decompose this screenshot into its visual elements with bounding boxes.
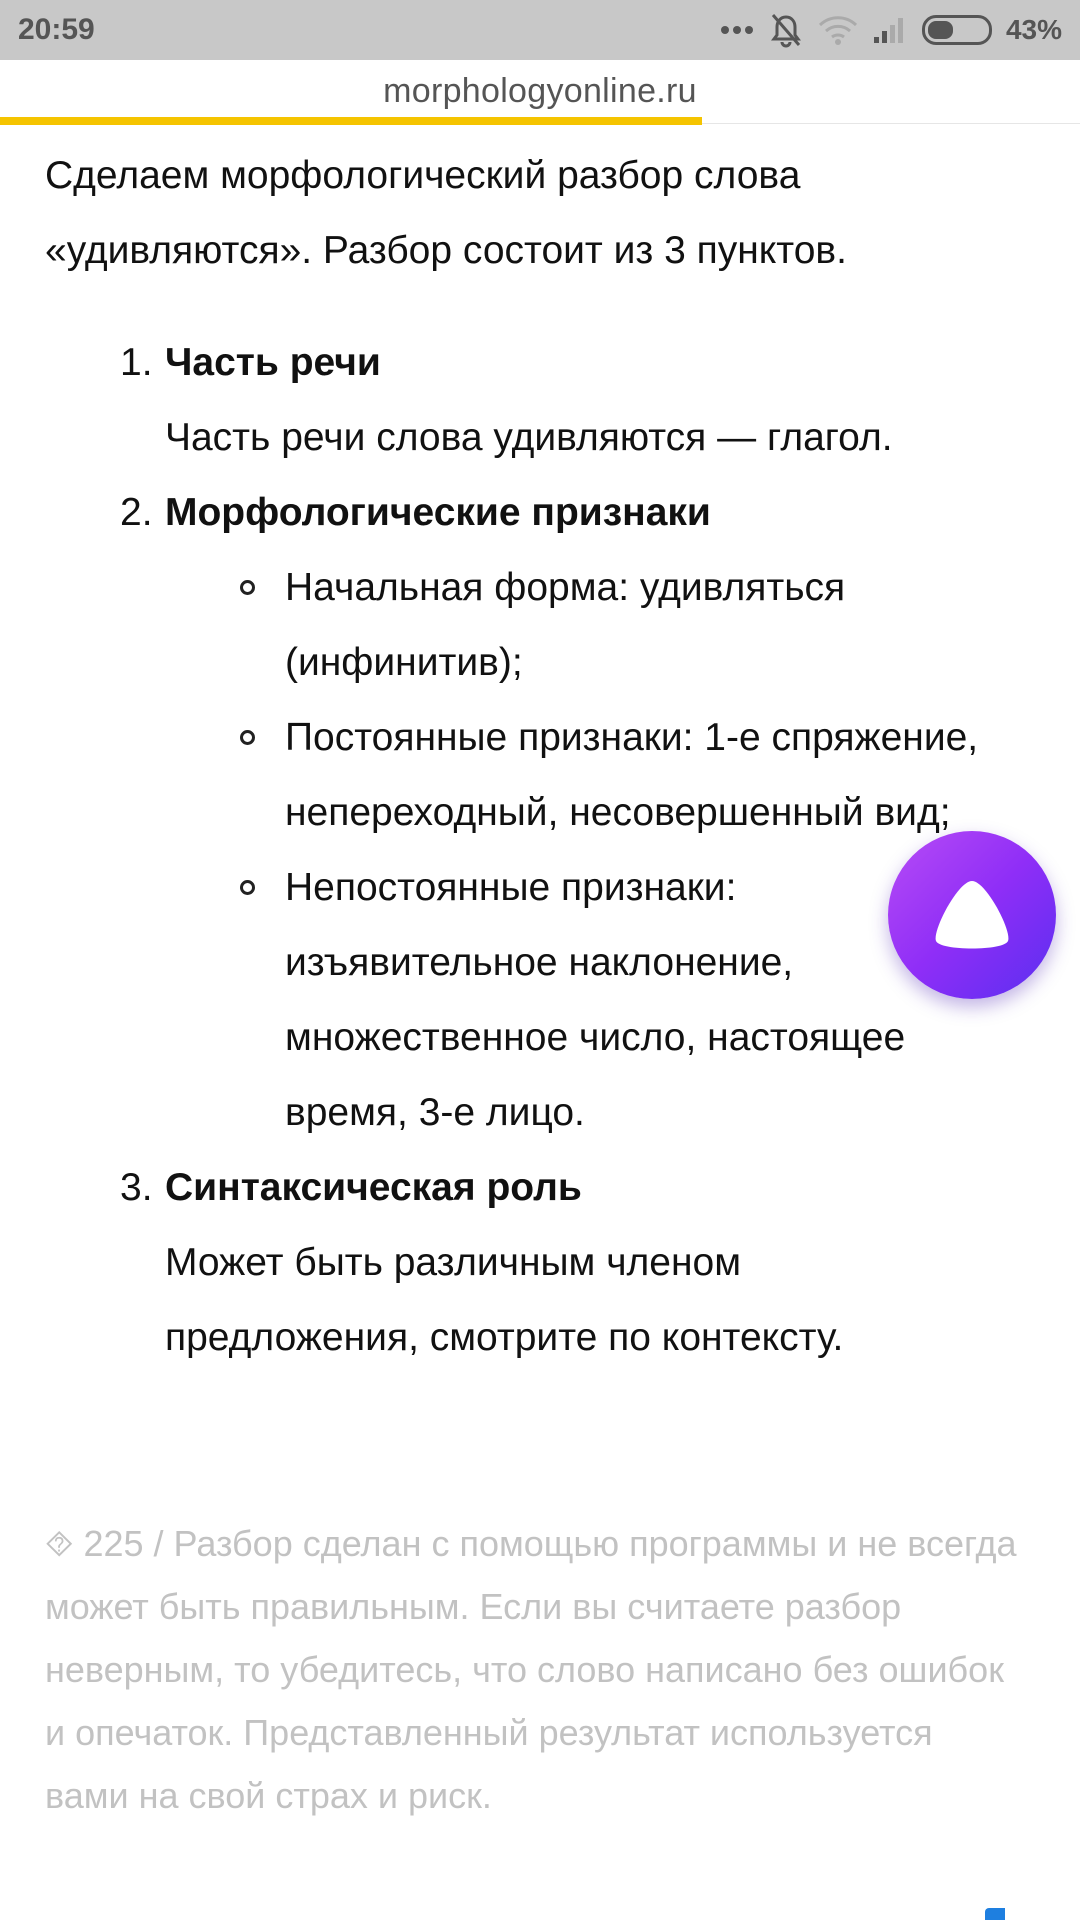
list-number: 2. — [120, 491, 153, 534]
bullet-icon — [240, 880, 255, 895]
intro-paragraph: Сделаем морфологический разбор слова «удивляются». Разбор состоит из 3 пунктов. — [45, 154, 847, 272]
status-icons — [720, 12, 1062, 48]
bullet-icon — [240, 730, 255, 745]
list-number: 1. — [120, 341, 153, 384]
sub-item-text: Непостоянные признаки: изъявительное наклонение, множественное число, настоящее время, 3-е лицо. — [285, 866, 906, 1134]
voice-assistant-button[interactable] — [888, 831, 1056, 999]
list-item-morphology — [0, 475, 1080, 1150]
status-bar — [0, 0, 1080, 60]
url-text[interactable]: morphologyonline.ru — [383, 72, 697, 110]
item-heading: Синтаксическая роль — [165, 1166, 582, 1209]
wifi-icon — [818, 14, 858, 46]
item-heading: Морфологические признаки — [165, 491, 711, 534]
address-bar[interactable] — [0, 60, 1080, 124]
alice-assistant-icon — [928, 875, 1016, 955]
item-text: Может быть различным членом предложения, смотрите по контексту. — [165, 1241, 844, 1359]
list-item-syntax-role — [0, 1150, 1080, 1375]
battery-percent: 43% — [1005, 14, 1062, 45]
more-dots-icon — [720, 25, 754, 35]
disclaimer-text: ⯑ 225 / Разбор сделан с помощью программы и не всегда может быть правильным. Если вы считаете разбор неверным, то убедитесь, что слово написано без ошибок и опечаток. Представленный результат используется вами на свой страх и риск. — [45, 1523, 1017, 1816]
battery-icon — [922, 15, 992, 45]
status-time: 20:59 — [18, 13, 95, 46]
link-fragment[interactable] — [985, 1908, 1005, 1920]
item-heading: Часть речи — [165, 341, 381, 384]
sub-item-initial-form — [285, 550, 1005, 700]
sub-item-text: Начальная форма: удивляться (инфинитив); — [285, 566, 846, 684]
next-paragraph-cut — [45, 1900, 1005, 1920]
signal-icon — [872, 15, 908, 45]
bullet-icon — [240, 580, 255, 595]
notifications-muted-icon — [768, 12, 804, 48]
item-text: Часть речи слова удивляются — глагол. — [165, 416, 893, 459]
sub-item-text: Постоянные признаки: 1-е спряжение, непереходный, несовершенный вид; — [285, 716, 979, 834]
list-number: 3. — [120, 1166, 153, 1209]
sub-item-constant-features — [285, 700, 1005, 850]
list-item-part-of-speech — [0, 325, 1080, 475]
page-content — [0, 124, 1080, 1920]
